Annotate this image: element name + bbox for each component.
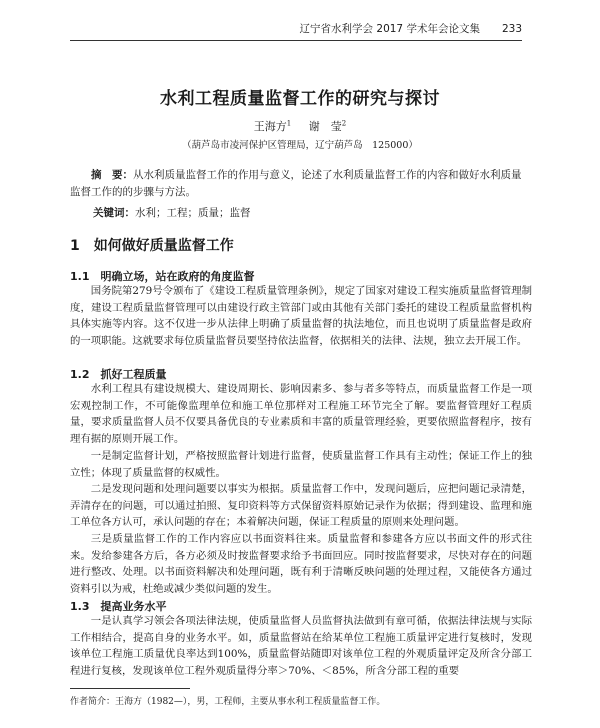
section-heading-1: 1 如何做好质量监督工作 [70,238,234,254]
affiliation: （葫芦岛市凌河保护区管理局，辽宁葫芦岛 125000） [182,140,418,151]
author-1-affil-mark: 1 [286,119,292,128]
subsection-heading-1-3: 1.3 提高业务水平 [70,600,167,613]
abstract-label: 摘 要： [91,169,133,181]
paragraph-6: 一是认真学习领会各项法律法规，使质量监督人员监督执法做到有章可循，依据法律法规与实际工作相结合，提高自身的业务水平。如，质量监督站在给某单位工程施工质量评定进行复核时，发现该单位工程施工质量优良率达到100%，质量监督站随即对该单位工程的外观质量评定及所含分部工程进行复核，发现该单位工程外观质量得分率＞70%、＜85%，所含分部工程的重要 [70,615,532,677]
paper-title: 水利工程质量监督工作的研究与探讨 [160,89,440,109]
author-2: 谢 莹 [308,120,342,133]
paragraph-5: 三是质量监督工作的工作内容应以书面资料往来。质量监督和参建各方应以书面文件的形式往来。发给参建各方后，各方必须及时按监督要求给予书面回应。同时按监督要求，尽快对存在的问题进行整改、处理。以书面资料解决和处理问题，既有利于清晰反映问题的处理过程，又能使各方通过资料引以为戒，杜绝或减少类似问题的发生。 [70,533,532,595]
paragraph-4: 二是发现问题和处理问题要以事实为根据。质量监督工作中，发现问题后，应把问题记录清楚，弄清存在的问题，可以通过拍照、复印资料等方式保留资料原始记录作为依据；得到建设、监理和施工单位各方认可，承认问题的存在；本着解决问题，保证工程质量的原则来处理问题。 [70,483,532,528]
author-bio-footnote: 作者简介：王海方（1982—），男，工程师，主要从事水利工程质量监督工作。 [70,697,386,707]
page-number: 233 [501,23,522,35]
abstract-text: 从水利质量监督工作的作用与意义，论述了水利质量监督工作的内容和做好水利质量监督工作的的步骤与方法。 [70,169,522,198]
keywords-text: 水利；工程；质量；监督 [135,207,251,219]
paragraph-2: 水利工程具有建设规模大、建设周期长、影响因素多、参与者多等特点，而质量监督工作是一项宏观控制工作，不可能像监理单位和施工单位那样对工程施工环节完全了解。要监督管理好工程质量，要求质量监督人员不仅要具备优良的专业素质和丰富的质量管理经验，更要依照监督程序，按有理有据的原则开展工作。 [70,383,532,445]
paragraph-3: 一是制定监督计划，严格按照监督计划进行监督，使质量监督工作具有主动性；保证工作上的独立性；体现了质量监督的权威性。 [70,450,532,479]
running-header [70,18,522,41]
author-line [0,118,600,134]
paragraph-1: 国务院第279号令颁布了《建设工程质量管理条例》，规定了国家对建设工程实施质量监督管理制度，建设工程质量监督管理可以由建设行政主管部门或由其他有关部门委托的建设工程质量监督机构具体实施等内容。这不仅进一步从法律上明确了质量监督的执法地位，而且也说明了质量监督是政府的一项职能。这就要求每位质量监督员要坚持依法监督，依据相关的法律、法规，独立去开展工作。 [70,285,532,347]
author-2-affil-mark: 2 [341,119,347,128]
keywords [93,205,533,222]
abstract [70,167,530,201]
subsection-heading-1-2: 1.2 抓好工程质量 [70,368,167,381]
footnote-rule [70,688,190,689]
author-1: 王海方 [253,120,287,133]
subsection-heading-1-1: 1.1 明确立场，站在政府的角度监督 [70,270,255,283]
journal-name: 辽宁省水利学会 2017 学术年会论文集 [299,23,480,35]
keywords-label: 关键词： [93,207,135,219]
